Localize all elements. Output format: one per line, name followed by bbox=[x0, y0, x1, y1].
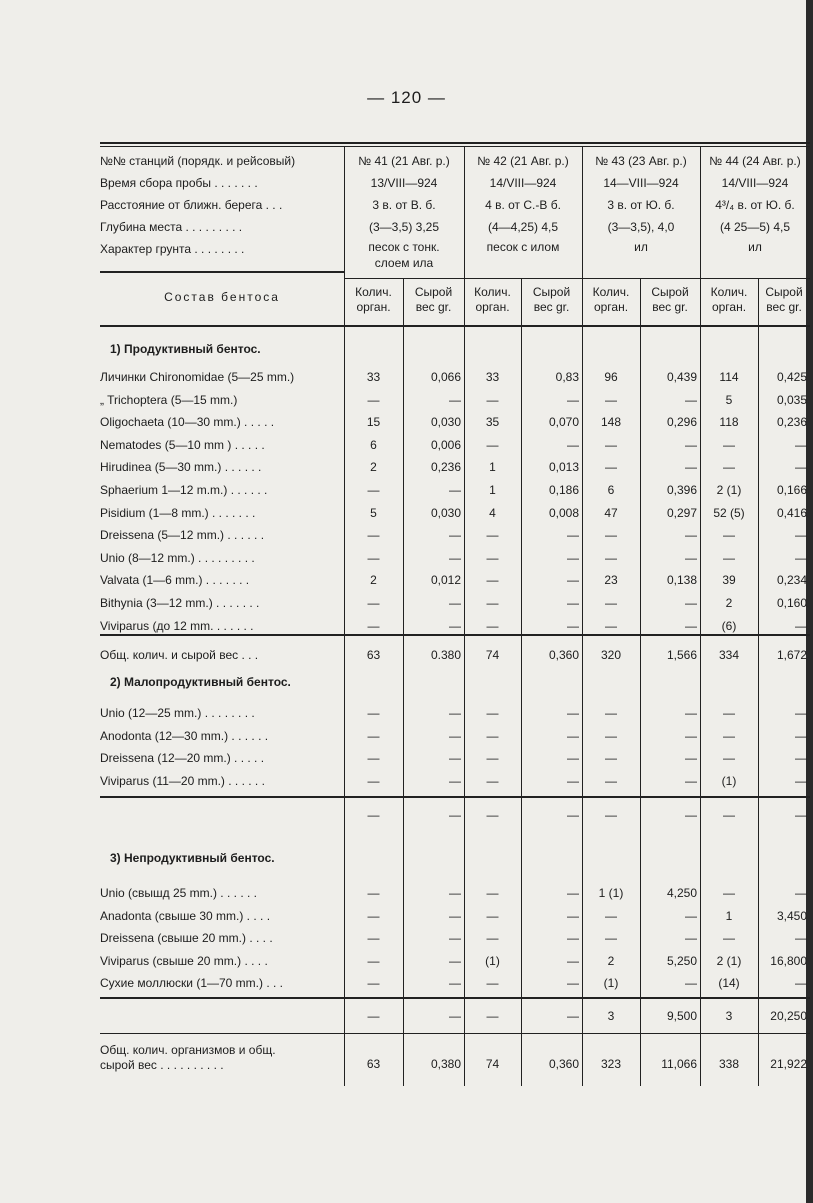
sample-time-44: 14/VIII—924 bbox=[721, 176, 789, 190]
soil-41-line2: слоем ила bbox=[374, 256, 434, 270]
total2-cell: — bbox=[449, 808, 461, 822]
weight-header-a: Сырой bbox=[651, 285, 689, 299]
top-rule bbox=[100, 142, 810, 144]
total3-end-rule bbox=[100, 1033, 810, 1034]
grand-total-cell: 338 bbox=[718, 1057, 740, 1071]
section1-row-cell: — bbox=[367, 392, 380, 407]
sample-time-label: Время сбора пробы . . . . . . . bbox=[100, 176, 258, 190]
section1-row-cell: — bbox=[685, 618, 697, 633]
total1-cell: 320 bbox=[600, 648, 622, 662]
section1-row-cell: — bbox=[795, 437, 807, 452]
section2-row-cell: — bbox=[486, 728, 499, 743]
section2-row-cell: — bbox=[605, 773, 617, 788]
section1-row-cell: — bbox=[567, 573, 579, 588]
depth-41: (3—3,5) 3,25 bbox=[368, 220, 440, 234]
section1-row-cell: 0,297 bbox=[666, 505, 697, 520]
section2-row-cell: — bbox=[795, 728, 807, 743]
weight-header-b: вес gr. bbox=[533, 300, 570, 314]
section3-row-cell: 1 (1) bbox=[598, 886, 624, 900]
section3-row-cell: 16,800 bbox=[770, 953, 807, 968]
section1-row-label: Viviparus (до 12 mm. . . . . . . bbox=[100, 618, 254, 633]
section3-row-cell: — bbox=[449, 908, 461, 923]
total1-cell: 1,672 bbox=[776, 648, 807, 662]
section1-row-cell: 0,396 bbox=[666, 483, 697, 497]
section3-row-cell: 4,250 bbox=[666, 886, 697, 900]
section1-row-cell: 114 bbox=[719, 370, 739, 384]
section3-row-cell: 5,250 bbox=[666, 953, 697, 968]
distance-44: 4³/₄ в. от Ю. б. bbox=[715, 198, 795, 212]
section2-row-cell: — bbox=[795, 751, 807, 766]
section1-row-cell: 4 bbox=[489, 505, 496, 520]
section2-row-cell: — bbox=[795, 773, 807, 788]
section1-row-cell: 15 bbox=[366, 415, 381, 430]
section1-row-cell: 6 bbox=[370, 437, 377, 452]
section3-row-cell: — bbox=[449, 976, 461, 991]
section2-row-cell: — bbox=[685, 773, 697, 788]
station-43: № 43 (23 Авг. р.) bbox=[595, 154, 687, 168]
section1-row-cell: — bbox=[605, 437, 617, 452]
section1-row-label: Oligochaeta (10—30 mm.) . . . . . bbox=[100, 415, 275, 430]
section1-title: 1) Продуктивный бентос. bbox=[110, 342, 261, 356]
section1-row-cell: 0,425 bbox=[776, 370, 807, 384]
section2-row-cell: — bbox=[367, 751, 380, 766]
section3-row-cell: — bbox=[449, 953, 461, 968]
total3-cell: 3 bbox=[725, 1009, 733, 1023]
section2-row-cell: — bbox=[567, 728, 579, 743]
section2-row-cell: — bbox=[367, 728, 380, 743]
section1-row-cell: 1 bbox=[489, 483, 496, 497]
section2-row-cell: — bbox=[685, 751, 697, 766]
section3-row-cell: — bbox=[486, 908, 499, 923]
section1-row-cell: — bbox=[685, 460, 697, 475]
depth-label: Глубина места . . . . . . . . . bbox=[100, 220, 243, 234]
distance-42: 4 в. от С.-В б. bbox=[485, 198, 561, 212]
total3-cell: 3 bbox=[607, 1009, 615, 1023]
page-number: — 120 — bbox=[367, 88, 446, 107]
section3-row-cell: 2 (1) bbox=[716, 953, 742, 968]
section2-title: 2) Малопродуктивный бентос. bbox=[110, 675, 291, 689]
section1-row-cell: — bbox=[486, 596, 499, 610]
section1-row-cell: — bbox=[723, 528, 735, 543]
section1-row-cell: 0,066 bbox=[430, 370, 461, 384]
total2-cell: — bbox=[723, 808, 735, 822]
section2-row-cell: — bbox=[605, 751, 617, 766]
grand-total-cell: 63 bbox=[366, 1057, 381, 1071]
section3-row-cell: — bbox=[567, 886, 579, 900]
section3-row-cell: — bbox=[795, 976, 807, 991]
depth-43: (3—3,5), 4,0 bbox=[607, 220, 675, 234]
section2-row-cell: — bbox=[567, 706, 579, 720]
section3-row-cell: — bbox=[685, 976, 697, 991]
section1-row-cell: 2 (1) bbox=[716, 483, 742, 497]
section1-row-cell: 0,006 bbox=[430, 437, 461, 452]
section1-row-cell: 0,296 bbox=[666, 415, 697, 430]
section2-row-cell: (1) bbox=[721, 773, 737, 788]
section1-row-cell: — bbox=[486, 550, 499, 565]
section1-row-cell: 0,236 bbox=[776, 415, 807, 430]
section1-row-cell: — bbox=[795, 460, 807, 475]
section1-row-cell: 0,138 bbox=[666, 573, 697, 588]
section1-row-cell: — bbox=[567, 392, 579, 407]
section1-row-cell: 0,013 bbox=[548, 460, 579, 475]
section1-row-cell: 0,234 bbox=[776, 573, 807, 588]
section3-row-cell: — bbox=[795, 886, 807, 900]
weight-header-a: Сырой bbox=[765, 285, 803, 299]
section1-row-cell: — bbox=[367, 528, 380, 543]
total3-cell: 9,500 bbox=[666, 1009, 697, 1023]
count-header-b: орган. bbox=[475, 300, 510, 314]
section1-row-cell: — bbox=[567, 437, 579, 452]
section1-row-cell: 0,070 bbox=[548, 415, 579, 430]
distance-43: 3 в. от Ю. б. bbox=[607, 198, 675, 212]
section1-row-cell: — bbox=[795, 550, 807, 565]
section1-row-cell: 47 bbox=[604, 505, 618, 520]
section2-row-cell: — bbox=[567, 773, 579, 788]
section1-row-cell: — bbox=[723, 460, 735, 475]
section3-row-cell: — bbox=[795, 931, 807, 946]
section2-row-cell: — bbox=[605, 728, 617, 743]
section1-row-cell: — bbox=[486, 528, 499, 543]
section1-row-cell: 2 bbox=[370, 460, 377, 475]
section1-row-cell: — bbox=[367, 618, 380, 633]
station-42: № 42 (21 Авг. р.) bbox=[477, 154, 569, 168]
section1-end-rule bbox=[100, 634, 810, 636]
section1-row-cell: 33 bbox=[485, 370, 500, 384]
section3-row-cell: — bbox=[367, 886, 380, 900]
section1-row-label: Hirudinea (5—30 mm.) . . . . . . bbox=[100, 460, 262, 475]
total1-cell: 1,566 bbox=[666, 648, 697, 662]
section1-row-cell: 1 bbox=[489, 460, 496, 475]
section3-row-label: Сухие моллюски (1—70 mm.) . . . bbox=[100, 976, 284, 991]
section2-row-label: Unio (12—25 mm.) . . . . . . . . bbox=[100, 706, 255, 720]
weight-header-b: вес gr. bbox=[415, 300, 452, 314]
section3-row-cell: — bbox=[605, 908, 617, 923]
section3-row-cell: — bbox=[723, 931, 735, 946]
section3-row-cell: — bbox=[486, 931, 499, 946]
section1-row-cell: — bbox=[685, 392, 697, 407]
grand-total-cell: 21,922 bbox=[770, 1057, 807, 1071]
total3-cell: — bbox=[449, 1009, 461, 1023]
header-rule-left bbox=[100, 271, 344, 273]
section3-end-rule bbox=[100, 997, 810, 999]
section1-row-cell: — bbox=[486, 437, 499, 452]
section1-row-cell: — bbox=[605, 460, 617, 475]
section1-row-cell: — bbox=[605, 550, 617, 565]
depth-42: (4—4,25) 4,5 bbox=[487, 220, 559, 234]
count-header-a: Колич. bbox=[355, 285, 392, 299]
section1-row-cell: — bbox=[567, 618, 579, 633]
section1-row-cell: 52 (5) bbox=[713, 505, 745, 520]
distance-label: Расстояние от ближн. берега . . . bbox=[100, 198, 283, 212]
section3-row-cell: (14) bbox=[718, 976, 740, 991]
section1-row-cell: — bbox=[685, 437, 697, 452]
top-rule-2 bbox=[100, 146, 810, 147]
section2-row-cell: — bbox=[567, 751, 579, 766]
count-header-b: орган. bbox=[356, 300, 391, 314]
section1-row-cell: — bbox=[449, 483, 461, 497]
section1-row-label: Unio (8—12 mm.) . . . . . . . . . bbox=[100, 550, 255, 565]
section1-row-cell: — bbox=[486, 573, 499, 588]
section1-row-label: Valvata (1—6 mm.) . . . . . . . bbox=[100, 573, 250, 588]
section3-row-cell: — bbox=[685, 908, 697, 923]
section2-row-cell: — bbox=[723, 751, 735, 766]
section1-row-cell: 0,160 bbox=[776, 596, 807, 610]
total2-cell: — bbox=[795, 808, 807, 822]
section1-row-cell: 2 bbox=[370, 573, 377, 588]
section2-row-cell: — bbox=[723, 728, 735, 743]
section3-row-cell: — bbox=[367, 931, 380, 946]
grand-total-label-1: Общ. колич. организмов и общ. bbox=[100, 1043, 276, 1057]
station-44: № 44 (24 Авг. р.) bbox=[709, 154, 801, 168]
section3-row-cell: (1) bbox=[485, 953, 500, 968]
count-header-b: орган. bbox=[711, 300, 747, 314]
weight-header-a: Сырой bbox=[532, 285, 571, 299]
sample-time-43: 14—VIII—924 bbox=[603, 176, 679, 190]
section3-row-cell: — bbox=[567, 908, 579, 923]
section3-row-cell: — bbox=[367, 976, 380, 991]
section1-row-cell: — bbox=[449, 528, 461, 543]
section1-row-label: Dreissena (5—12 mm.) . . . . . . bbox=[100, 528, 265, 543]
total3-cell: — bbox=[367, 1009, 380, 1023]
section2-row-cell: — bbox=[449, 728, 461, 743]
section3-row-cell: 2 bbox=[607, 953, 615, 968]
count-header-a: Колич. bbox=[710, 285, 748, 299]
section1-row-cell: — bbox=[795, 618, 807, 633]
section3-row-cell: — bbox=[723, 886, 735, 900]
grand-total-label-2: сырой вес . . . . . . . . . . bbox=[100, 1058, 224, 1072]
section1-row-cell: 2 bbox=[725, 596, 733, 610]
grand-total-cell: 323 bbox=[600, 1057, 622, 1071]
weight-header-a: Сырой bbox=[414, 285, 453, 299]
section3-row-cell: — bbox=[685, 931, 697, 946]
section1-row-cell: 0,186 bbox=[548, 483, 579, 497]
section2-row-cell: — bbox=[367, 706, 380, 720]
section1-row-cell: — bbox=[567, 528, 579, 543]
section3-row-label: Dreissena (свыше 20 mm.) . . . . bbox=[100, 931, 273, 946]
section1-row-cell: 5 bbox=[370, 505, 377, 520]
section1-row-cell: — bbox=[605, 618, 617, 633]
section3-row-cell: — bbox=[567, 976, 579, 991]
section1-row-cell: — bbox=[449, 392, 461, 407]
section2-row-cell: — bbox=[486, 751, 499, 766]
total1-label: Общ. колич. и сырой вес . . . bbox=[100, 648, 259, 662]
section1-row-cell: — bbox=[723, 550, 735, 565]
section1-row-cell: 96 bbox=[604, 370, 618, 384]
section3-title: 3) Непродуктивный бентос. bbox=[110, 851, 275, 865]
total1-cell: 334 bbox=[718, 648, 740, 662]
total2-cell: — bbox=[685, 808, 697, 822]
section2-row-cell: — bbox=[449, 773, 461, 788]
section1-row-cell: — bbox=[567, 550, 579, 565]
section1-row-label: „ Trichoptera (5—15 mm.) bbox=[100, 392, 238, 407]
section1-row-cell: — bbox=[367, 483, 380, 497]
section2-row-cell: — bbox=[795, 706, 807, 720]
section1-row-cell: — bbox=[449, 618, 461, 633]
section3-row-cell: — bbox=[567, 931, 579, 946]
subheader-rule bbox=[100, 325, 810, 327]
composition-label: Состав бентоса bbox=[164, 290, 280, 304]
station-41: № 41 (21 Авг. р.) bbox=[358, 154, 450, 168]
section3-row-cell: — bbox=[567, 953, 579, 968]
weight-header-b: вес gr. bbox=[766, 300, 802, 314]
section1-row-cell: — bbox=[367, 550, 380, 565]
section2-row-cell: — bbox=[449, 751, 461, 766]
soil-42: песок с илом bbox=[486, 240, 560, 254]
section1-row-cell: 0,030 bbox=[430, 505, 461, 520]
section1-row-cell: — bbox=[605, 528, 617, 543]
section1-row-cell: — bbox=[449, 596, 461, 610]
section2-row-label: Dreissena (12—20 mm.) . . . . . bbox=[100, 751, 265, 766]
section1-row-cell: 5 bbox=[725, 392, 733, 407]
soil-41: песок с тонк. bbox=[368, 240, 440, 254]
total2-cell: — bbox=[605, 808, 617, 822]
total3-cell: 20,250 bbox=[770, 1009, 807, 1023]
section2-row-cell: — bbox=[486, 706, 499, 720]
weight-header-b: вес gr. bbox=[652, 300, 688, 314]
count-header-a: Колич. bbox=[592, 285, 630, 299]
soil-label: Характер грунта . . . . . . . . bbox=[100, 242, 245, 256]
total1-cell: 74 bbox=[485, 648, 500, 662]
section1-row-cell: — bbox=[723, 437, 735, 452]
station-label: №№ станций (порядк. и рейсовый) bbox=[100, 154, 296, 168]
section1-row-cell: 0,008 bbox=[548, 505, 579, 520]
section2-row-cell: — bbox=[723, 706, 735, 720]
section2-row-cell: — bbox=[685, 728, 697, 743]
section1-row-cell: — bbox=[486, 618, 499, 633]
section3-row-cell: — bbox=[367, 908, 380, 923]
section1-row-cell: — bbox=[367, 596, 380, 610]
total1-cell: 0,360 bbox=[548, 648, 579, 662]
count-header-a: Колич. bbox=[474, 285, 511, 299]
section3-row-cell: (1) bbox=[603, 976, 619, 991]
section1-row-label: Nematodes (5—10 mm ) . . . . . bbox=[100, 437, 265, 452]
sample-time-42: 14/VIII—924 bbox=[489, 176, 557, 190]
benthos-table bbox=[100, 140, 810, 1090]
sample-time-41: 13/VIII—924 bbox=[370, 176, 438, 190]
section3-row-cell: — bbox=[449, 931, 461, 946]
section1-row-cell: — bbox=[795, 528, 807, 543]
grand-total-cell: 0,380 bbox=[430, 1057, 461, 1071]
grand-total-cell: 74 bbox=[485, 1057, 500, 1071]
total2-cell: — bbox=[567, 808, 579, 822]
section1-row-cell: 35 bbox=[485, 415, 500, 430]
section2-row-label: Anodonta (12—30 mm.) . . . . . . bbox=[100, 728, 269, 743]
section1-row-cell: 33 bbox=[366, 370, 381, 384]
section1-row-cell: — bbox=[449, 550, 461, 565]
section1-row-cell: — bbox=[605, 596, 617, 610]
section1-row-cell: (6) bbox=[721, 618, 737, 633]
section1-row-cell: 148 bbox=[600, 415, 622, 430]
section3-row-cell: — bbox=[486, 886, 499, 900]
section3-row-label: Viviparus (свыше 20 mm.) . . . . bbox=[100, 953, 268, 968]
grand-total-cell: 0,360 bbox=[548, 1057, 579, 1071]
total1-cell: 0.380 bbox=[430, 648, 461, 662]
section1-row-label: Личинки Chironomidae (5—25 mm.) bbox=[100, 370, 295, 384]
total2-cell: — bbox=[486, 808, 499, 822]
section1-row-cell: 0,416 bbox=[776, 505, 807, 520]
section1-row-cell: 0,012 bbox=[430, 573, 461, 588]
soil-44: ил bbox=[748, 240, 762, 254]
section3-row-cell: — bbox=[367, 953, 380, 968]
section2-row-label: Viviparus (11—20 mm.) . . . . . . bbox=[100, 773, 265, 788]
soil-43: ил bbox=[634, 240, 648, 254]
section1-row-cell: 0,035 bbox=[776, 392, 807, 407]
section1-row-cell: 23 bbox=[604, 573, 618, 588]
section3-row-cell: — bbox=[449, 886, 461, 900]
section2-row-cell: — bbox=[685, 706, 697, 720]
total2-cell: — bbox=[367, 808, 380, 822]
section2-row-cell: — bbox=[605, 706, 617, 720]
section1-row-cell: 0,166 bbox=[776, 483, 807, 497]
section1-row-label: Bithynia (3—12 mm.) . . . . . . . bbox=[100, 596, 260, 610]
section1-row-cell: 39 bbox=[722, 573, 736, 588]
header-rule-right bbox=[344, 278, 810, 279]
section1-row-cell: 0,439 bbox=[666, 370, 697, 384]
section2-row-cell: — bbox=[486, 773, 499, 788]
section3-row-label: Unio (свышд 25 mm.) . . . . . . bbox=[100, 886, 257, 900]
section1-row-cell: 118 bbox=[719, 415, 739, 430]
count-header-b: орган. bbox=[593, 300, 629, 314]
section2-row-cell: — bbox=[449, 706, 461, 720]
distance-41: 3 в. от В. б. bbox=[372, 198, 436, 212]
section1-row-cell: 6 bbox=[607, 483, 615, 497]
section3-row-cell: 3,450 bbox=[776, 908, 807, 923]
section1-row-cell: — bbox=[605, 392, 617, 407]
section1-row-cell: 0,83 bbox=[555, 370, 579, 384]
section3-row-cell: — bbox=[486, 976, 499, 991]
grand-total-cell: 11,066 bbox=[661, 1057, 697, 1071]
section3-row-cell: — bbox=[605, 931, 617, 946]
section2-row-cell: — bbox=[367, 773, 380, 788]
section3-row-cell: 1 bbox=[725, 908, 733, 923]
section3-row-label: Anadonta (свыше 30 mm.) . . . . bbox=[100, 908, 271, 923]
section1-row-cell: — bbox=[486, 392, 499, 407]
section1-row-cell: 0,236 bbox=[430, 460, 461, 475]
section1-row-cell: — bbox=[685, 550, 697, 565]
section1-row-cell: 0,030 bbox=[430, 415, 461, 430]
section2-end-rule bbox=[100, 796, 810, 798]
total3-cell: — bbox=[486, 1009, 499, 1023]
total3-cell: — bbox=[567, 1009, 579, 1023]
section1-row-label: Sphaerium 1—12 m.m.) . . . . . . bbox=[100, 483, 268, 497]
section1-row-cell: — bbox=[685, 528, 697, 543]
depth-44: (4 25—5) 4,5 bbox=[719, 220, 791, 234]
section1-row-cell: — bbox=[567, 596, 579, 610]
section1-row-cell: — bbox=[685, 596, 697, 610]
total1-cell: 63 bbox=[366, 648, 381, 662]
section1-row-label: Pisidium (1—8 mm.) . . . . . . . bbox=[100, 505, 256, 520]
